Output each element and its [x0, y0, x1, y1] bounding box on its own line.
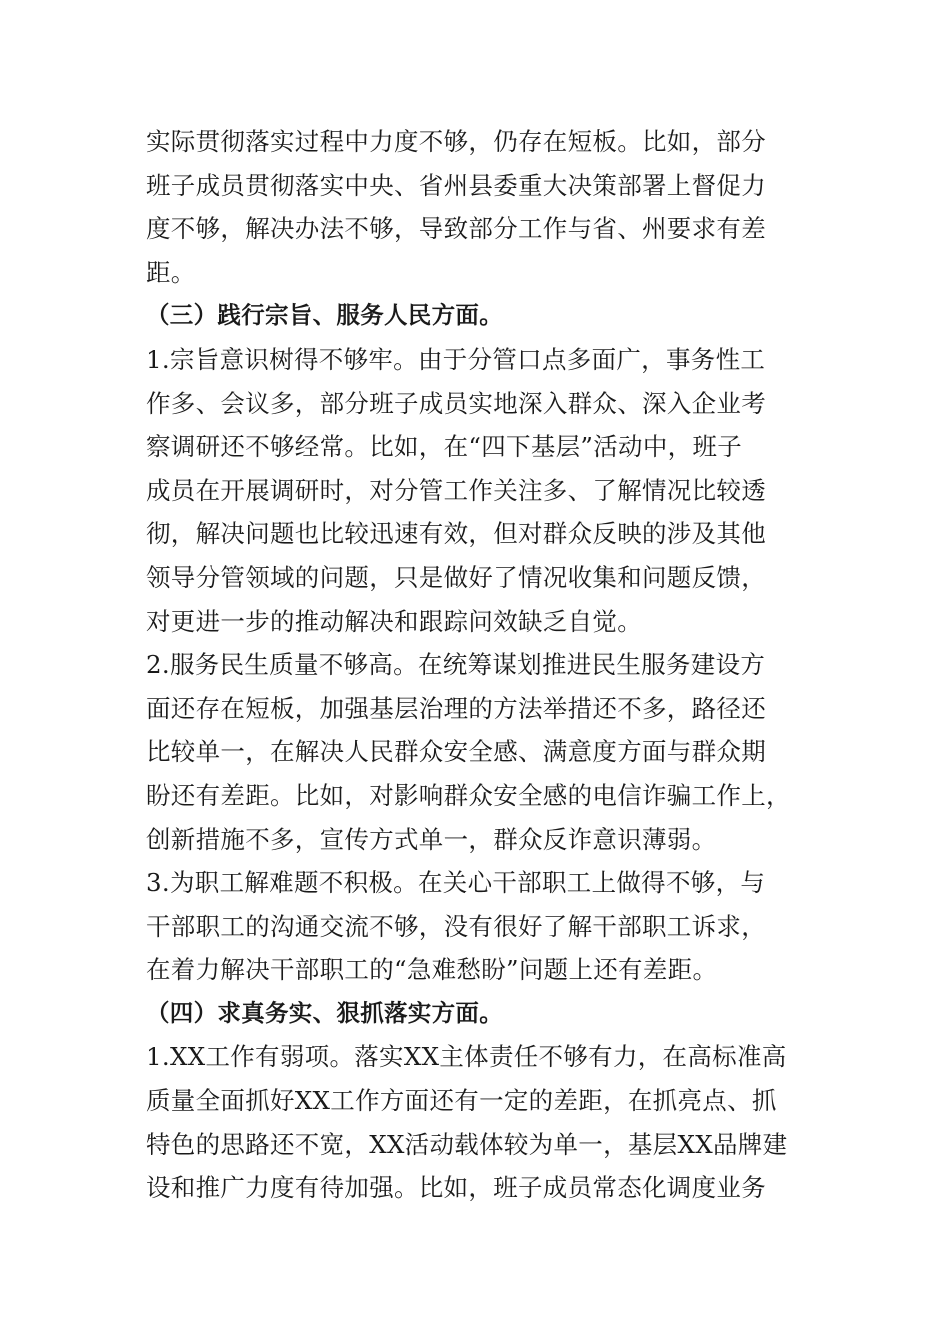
section-heading-4: （四）求真务实、狠抓落实方面。: [146, 998, 503, 1027]
paragraph-line: 距。: [146, 257, 196, 287]
section-heading-3: （三）践行宗旨、服务人民方面。: [146, 301, 503, 330]
paragraph-line: 实际贯彻落实过程中力度不够，仍存在短板。比如，部分: [146, 127, 766, 156]
paragraph-line: 创新措施不多，宣传方式单一，群众反诈意识薄弱。: [146, 824, 717, 854]
paragraph-line: 对更进一步的推动解决和跟踪问效缺乏自觉。: [146, 606, 642, 636]
paragraph-line: 干部职工的沟通交流不够，没有很好了解干部职工诉求，: [146, 911, 766, 941]
paragraph-line: 质量全面抓好XX工作方面还有一定的差距，在抓亮点、抓: [146, 1086, 777, 1116]
paragraph-line: 班子成员贯彻落实中央、省州县委重大决策部署上督促力: [146, 170, 766, 200]
paragraph-line: 盼还有差距。比如，对影响群众安全感的电信诈骗工作上，: [146, 780, 791, 810]
paragraph-line: 领导分管领域的问题，只是做好了情况收集和问题反馈，: [146, 562, 766, 592]
paragraph-line: 比较单一，在解决人民群众安全感、满意度方面与群众期: [146, 737, 766, 767]
paragraph-line: 面还存在短板，加强基层治理的方法举措还不多，路径还: [146, 693, 766, 723]
paragraph-line: 察调研还不够经常。比如，在“四下基层”活动中，班子: [146, 432, 743, 462]
paragraph-line: 在着力解决干部职工的“急难愁盼”问题上还有差距。: [146, 955, 718, 985]
paragraph-line: 成员在开展调研时，对分管工作关注多、了解情况比较透: [146, 475, 766, 505]
paragraph-line: 度不够，解决办法不够，导致部分工作与省、州要求有差: [146, 214, 766, 244]
paragraph-line: 3.为职工解难题不积极。在关心干部职工上做得不够，与: [146, 868, 766, 898]
paragraph-line: 作多、会议多，部分班子成员实地深入群众、深入企业考: [146, 388, 766, 418]
document-body: [146, 120, 806, 1210]
paragraph-line: 特色的思路还不宽，XX活动载体较为单一，基层XX品牌建: [146, 1129, 788, 1159]
paragraph-line: 设和推广力度有待加强。比如，班子成员常态化调度业务: [146, 1173, 766, 1203]
paragraph-line: 2.服务民生质量不够高。在统筹谋划推进民生服务建设方: [146, 650, 766, 680]
paragraph-line: 彻，解决问题也比较迅速有效，但对群众反映的涉及其他: [146, 519, 766, 549]
paragraph-line: 1.XX工作有弱项。落实XX主体责任不够有力，在高标准高: [146, 1042, 787, 1072]
paragraph-line: 1.宗旨意识树得不够牢。由于分管口点多面广，事务性工: [146, 344, 766, 374]
